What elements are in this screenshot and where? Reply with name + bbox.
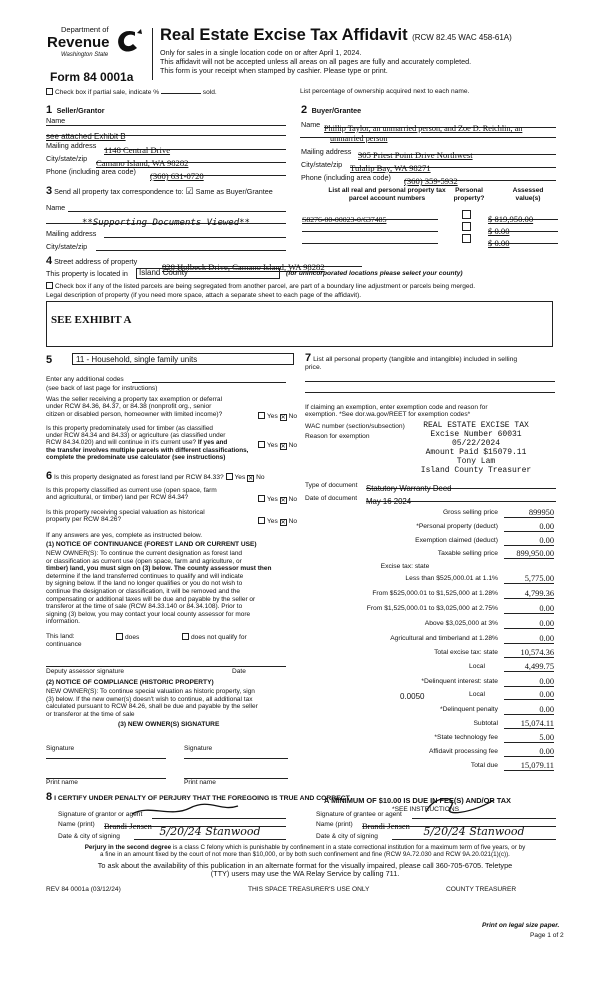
assessed-field[interactable] <box>488 209 558 224</box>
no-label: No <box>256 474 265 481</box>
no-label: No <box>288 442 298 449</box>
n2-line: NEW OWNER(S): To continue special valuation as historic property, sign <box>46 688 255 695</box>
grantor-date-value: 5/20/24 Stanwood <box>159 825 261 838</box>
page-number: Page 1 of 2 <box>530 932 564 939</box>
notice1-title: (1) NOTICE OF CONTINUANCE (FOREST LAND OR CURRENT USE) <box>46 541 257 548</box>
owner-sig-label-2: Signature <box>184 745 213 752</box>
segregated-label: Check box if any of the listed parcels are being segregated from another parcel, are part of a boundary line adjustment or parcels being merged. <box>55 283 476 290</box>
legal-description-value: SEE EXHIBIT A <box>51 314 132 326</box>
parcel-h4: property? <box>453 195 485 202</box>
sold-label: sold. <box>202 89 217 96</box>
buyer-phone-field[interactable] <box>404 171 556 186</box>
n1-line: NEW OWNER(S): To continue the current designation as forest land <box>46 550 243 557</box>
same-as-buyer-checkbox[interactable]: ☑ <box>185 186 194 196</box>
forest-q1-text: Is this property designated as forest land per RCW 84.33? <box>53 474 224 481</box>
tax-row-value[interactable]: 0.00 <box>504 536 554 546</box>
n1-line: by signing below. If the land no longer qualifies or you do not wish to <box>46 580 243 588</box>
assessed-field[interactable] <box>488 221 558 236</box>
doc-date-value: May 16 2024 <box>366 497 412 506</box>
yes-checkbox[interactable] <box>226 473 233 480</box>
n2-line: calculated pursuant to RCW 84.26, shall be due and payable by the seller <box>46 703 258 711</box>
corr-name-value: **Supporting Documents Viewed** <box>82 218 250 228</box>
tax-row-value[interactable]: 0.00 <box>504 604 554 614</box>
buyer-city-field[interactable] <box>350 158 556 173</box>
seller-phone-label: Phone (including area code) <box>46 167 136 176</box>
tax-row-value[interactable]: 4,499.75 <box>504 662 554 672</box>
owner-print-label-2: Print name <box>184 779 216 786</box>
tax-row-label: Local <box>469 663 485 670</box>
q2c: RCW 84.34.020) and will continue in it's current use? <box>46 439 197 447</box>
grantor-date-label: Date & city of signing <box>58 833 120 840</box>
section-num: 1 <box>46 104 53 116</box>
forest-q3 <box>46 509 258 524</box>
no-label: No <box>288 496 298 503</box>
legal-paper-note: Print on legal size paper. <box>482 922 560 929</box>
legal-description-box[interactable] <box>46 301 553 347</box>
owner-sig-label: Signature <box>46 745 75 752</box>
title-text: Real Estate Excise Tax Affidavit <box>160 26 408 44</box>
personal-property-heading <box>305 354 557 372</box>
timber-q <box>46 425 258 461</box>
buyer-mailing-value: 305 Priest Point Drive Northwest <box>358 150 473 160</box>
perjury-1: is a class C felony which is punishable by confinement in a state correctional institution for a maximum term of five years, or by <box>172 844 526 851</box>
forest-q2 <box>46 487 258 502</box>
parcel-h1: List all real and personal property tax <box>328 187 446 194</box>
tax-row-value[interactable]: 899950 <box>504 508 554 518</box>
q1b: under RCW 84.36, 84.37, or 84.38 (nonprofit org., senior <box>46 403 212 411</box>
tax-row-value[interactable]: 0.00 <box>504 690 554 700</box>
tax-row-label: *Delinquent interest: state <box>421 678 498 685</box>
stamp-l3: 05/22/2024 <box>451 439 500 448</box>
grantee-sig-label: Signature of grantee or agent <box>316 811 402 818</box>
seller-title: Seller/Grantor <box>56 106 105 115</box>
notice3-title: (3) NEW OWNER(S) SIGNATURE <box>118 721 220 728</box>
tax-row-value[interactable]: 4,799.36 <box>504 589 554 599</box>
tax-row-label: From $525,000.01 to $1,525,000 at 1.28% <box>372 590 498 597</box>
personal-header <box>444 187 494 203</box>
seller-city-field[interactable] <box>96 153 286 168</box>
tax-row-value[interactable]: 15,074.11 <box>504 719 554 729</box>
rev-label: REV 84 0001a (03/12/24) <box>46 886 121 893</box>
tax-row-value[interactable]: 0.00 <box>504 677 554 687</box>
exemption-yn <box>258 412 297 421</box>
tax-row-value[interactable]: 10,574.36 <box>504 648 554 658</box>
tax-row-value[interactable]: 0.00 <box>504 522 554 532</box>
buyer-mailing-field[interactable] <box>358 145 556 160</box>
tax-row-label: Subtotal <box>473 720 498 727</box>
section-num: 3 <box>46 185 53 197</box>
correspondence-heading <box>46 187 273 196</box>
timber-yn <box>258 441 297 450</box>
alt-1: To ask about the availability of this publication in an alternate format for the visually impaired, please call 360-705-6705. Teletype <box>97 861 513 870</box>
seller-city-label: City/state/zip <box>46 154 88 163</box>
corr-label: Send all property tax correspondence to: <box>54 187 184 196</box>
seller-mailing-field[interactable] <box>104 140 286 155</box>
grantor-date-field[interactable] <box>134 822 286 840</box>
no-checkbox-checked[interactable]: ✕ <box>280 444 286 450</box>
grantee-date-label: Date & city of signing <box>316 833 378 840</box>
grantee-name-label: Name (print) <box>316 821 353 828</box>
buyer-city-value: Tulalip Bay, WA 98271 <box>350 163 431 173</box>
perjury-note <box>40 844 570 858</box>
personal-checkbox[interactable] <box>462 234 471 243</box>
tax-row-label: Taxable selling price <box>437 550 498 557</box>
tax-row-label: Excise tax: state <box>380 563 430 570</box>
q2e: the transfer involves multiple parcels with different classifications, <box>46 446 249 454</box>
no-label: No <box>288 413 298 420</box>
assessed-value: $ 0.00 <box>488 238 510 248</box>
n1-line: continue the designation or classification, it will be removed and the <box>46 587 241 595</box>
owner-print-label: Print name <box>46 779 78 786</box>
tax-row-value[interactable]: 0.00 <box>504 705 554 715</box>
tax-row-label: Exemption claimed (deduct) <box>415 537 498 544</box>
dor-logo <box>45 26 145 70</box>
buyer-title: Buyer/Grantee <box>311 106 362 115</box>
does-not-label: does not qualify for <box>191 634 247 641</box>
buyer-name-field[interactable] <box>324 118 556 133</box>
street-row <box>46 257 137 266</box>
minimum-note: A MINIMUM OF $10.00 IS DUE IN FEE(S) AND/OR TAX <box>324 796 511 805</box>
personal-l2: price. <box>305 364 322 372</box>
q1c: citizen or disabled person, homeowner with limited income)? <box>46 410 223 418</box>
tax-row-label: Total excise tax: state <box>434 649 498 656</box>
tax-row-label: Affidavit processing fee <box>428 748 498 755</box>
street-address-value: 828 Holbeck Drive, Camano Island, WA 98282 <box>162 262 325 272</box>
form-number: Form 84 0001a <box>50 70 134 84</box>
parcel-h3: Personal <box>455 187 483 194</box>
doc-date-label: Date of document <box>305 495 358 502</box>
county-value: Island County <box>139 268 188 277</box>
perjury-2: a fine in an amount fixed by the court of not more than $10,000, or by both such confinement and fine (RCW 9A.72.030 and RCW 9A.20.021(1)(c)). <box>100 851 510 859</box>
grantee-date-value: 5/20/24 Stanwood <box>423 825 525 838</box>
parcel-row <box>302 233 558 248</box>
grantee-date-field[interactable] <box>392 822 556 840</box>
assessed-value: $ 0.00 <box>488 226 510 236</box>
exemption-l1: If claiming an exemption, enter exemption code and reason for <box>305 404 488 411</box>
certify-text: I CERTIFY UNDER PENALTY OF PERJURY THAT THE FOREGOING IS TRUE AND CORRECT <box>54 795 350 802</box>
q1a: Was the seller receiving a property tax exemption or deferral <box>46 396 223 403</box>
no-checkbox-checked[interactable]: ✕ <box>280 415 286 421</box>
seller-city-value: Camano Island, WA 98282 <box>96 158 189 168</box>
stamp-l6: Island County Treasurer <box>420 466 532 475</box>
forest-q2-yn <box>258 495 297 504</box>
local-rate: 0.0050 <box>400 692 425 701</box>
buyer-heading <box>301 100 361 118</box>
parcel-number-field[interactable] <box>302 233 438 244</box>
tax-row-value[interactable]: 5.00 <box>504 733 554 743</box>
does-not-option <box>182 633 247 641</box>
yes-checkbox[interactable] <box>258 517 265 524</box>
n1-line: timber) land, you must sign on (3) below. The county assessor must then <box>46 565 272 573</box>
grantor-sig-label: Signature of grantor or agent <box>58 811 143 818</box>
section-num: 8 <box>46 791 53 803</box>
stamp-l1: REAL ESTATE EXCISE TAX <box>423 421 529 430</box>
personal-l1: List all personal property (tangible and intangible) included in selling <box>313 356 518 363</box>
land-use-select[interactable] <box>72 353 294 365</box>
grantee-name-value: Brandi Jensen <box>362 821 410 831</box>
assessed-field[interactable] <box>488 233 558 248</box>
parcel-h6: value(s) <box>515 195 541 202</box>
see-back-label: (see back of last page for instructions) <box>46 385 158 392</box>
yes-label: Yes <box>267 518 278 525</box>
exemption-claim <box>305 404 557 419</box>
partial-sale-checkbox[interactable] <box>46 88 53 95</box>
tax-row-label: Agricultural and timberland at 1.28% <box>390 635 498 642</box>
section-num: 6 <box>46 470 53 482</box>
yes-label: Yes <box>267 496 278 503</box>
tax-row-value[interactable]: 5,775.00 <box>504 574 554 584</box>
n1-line: transferor at the time of sale (RCW 84.33.140 or 84.34.108). Prior to <box>46 603 243 611</box>
forest-q1 <box>46 470 265 482</box>
does-not-checkbox[interactable] <box>182 633 189 640</box>
exemption-q <box>46 396 258 418</box>
forest-q2a: Is this property classified as current use (open space, farm <box>46 487 217 494</box>
parcel-number-field[interactable] <box>302 209 438 224</box>
segregated-row <box>46 282 475 290</box>
dept-line1: Department of <box>61 25 109 34</box>
section-num: 4 <box>46 255 53 267</box>
yes-label: Yes <box>267 442 278 449</box>
seller-phone-value: (360) 631-0720 <box>150 171 204 181</box>
buyer-mailing-label: Mailing address <box>301 147 352 156</box>
alt-format-note <box>40 862 570 878</box>
seller-name-field[interactable] <box>46 126 286 141</box>
county-note: (for unincorporated locations please select your county) <box>286 270 463 277</box>
seller-phone-field[interactable] <box>150 166 286 181</box>
doc-type-field[interactable] <box>366 478 556 493</box>
forest-q3b: property per RCW 84.26? <box>46 516 122 524</box>
q2d: If yes and <box>197 439 228 447</box>
does-label: does <box>125 634 140 641</box>
tax-row-value[interactable]: 0.00 <box>504 634 554 644</box>
reason-label: Reason for exemption <box>305 433 370 440</box>
land-use-value: 11 - Household, single family units <box>76 355 198 364</box>
yes-checkbox[interactable] <box>258 441 265 448</box>
parcel-h5: Assessed <box>512 187 544 194</box>
additional-codes-label: Enter any additional codes <box>46 376 124 383</box>
rcw-text: (RCW 82.45 WAC 458-61A) <box>412 33 512 42</box>
seller-name-label: Name <box>46 116 66 125</box>
stamp-l5: Tony Lam <box>456 457 496 466</box>
if-yes-note: If any answers are yes, complete as instructed below. <box>46 532 203 539</box>
n1-line: or classification as current use (open space, farm and agriculture, or <box>46 557 242 565</box>
tax-row-label: Above $3,025,000 at 3% <box>424 620 498 627</box>
continuance-label: continuance <box>46 641 82 648</box>
yes-checkbox[interactable] <box>258 412 265 419</box>
street-address-field[interactable] <box>162 257 362 272</box>
form-title <box>160 26 512 45</box>
n1-line: compensating or additional taxes will be due and payable by the seller or <box>46 595 256 603</box>
located-label: This property is located in <box>46 269 128 278</box>
buyer-phone-value: (360) 359-5932 <box>404 176 458 186</box>
wac-label: WAC number (section/subsection) <box>305 423 405 430</box>
county-treasurer-label: COUNTY TREASURER <box>446 886 517 893</box>
tax-row-label: Less than $525,000.01 at 1.1% <box>405 575 498 582</box>
tax-row-label: Gross selling price <box>442 509 498 516</box>
tax-row-label: Local <box>469 691 485 698</box>
no-checkbox-checked[interactable]: ✕ <box>280 498 286 504</box>
no-checkbox-checked[interactable]: ✕ <box>280 520 286 526</box>
deputy-sig-label: Deputy assessor signature <box>46 668 125 675</box>
see-instructions: *SEE INSTRUCTIONS <box>392 806 460 813</box>
forest-q3a: Is this property receiving special valuation as historical <box>46 509 205 516</box>
segregated-checkbox[interactable] <box>46 282 53 289</box>
parcel-number-field[interactable] <box>302 221 438 232</box>
grantor-name-value: Brandi Jensen <box>104 821 152 831</box>
seller-mailing-value: 1148 Central Drive <box>104 145 171 155</box>
dept-line3: Washington State <box>61 52 109 58</box>
n1-line: signing (3) below, you may contact your local county assessor for more <box>46 610 251 618</box>
notice1-body <box>46 550 298 626</box>
partial-sale-row <box>46 88 217 96</box>
dor-swoosh-icon <box>113 28 143 54</box>
buyer-name-value1: Phillip Taylor, an unmarried person, and Zoe D. Reichlin, an <box>324 124 523 133</box>
yes-checkbox[interactable] <box>258 495 265 502</box>
this-land-label: This land: <box>46 633 75 640</box>
tax-row-label: From $1,525,000.01 to $3,025,000 at 2.75% <box>366 605 498 612</box>
treasurer-only-label: THIS SPACE TREASURER'S USE ONLY <box>248 886 370 893</box>
forest-q3-yn <box>258 517 297 526</box>
partial-sale-label: Check box if partial sale, indicate % <box>55 89 160 96</box>
tax-row-label: *Personal property (deduct) <box>416 523 498 530</box>
parcel-h2: parcel account numbers <box>348 195 426 202</box>
partial-percent-field[interactable] <box>161 93 201 94</box>
yes-label: Yes <box>267 413 278 420</box>
parcel-row <box>302 209 558 224</box>
tax-row-value[interactable]: 0.00 <box>504 619 554 629</box>
seller-name-value: see attached Exhibit B <box>46 132 126 141</box>
q2f: complete the predominate use calculator (see instructions) <box>46 453 226 461</box>
assessed-value: $ 819,950.00 <box>488 214 534 224</box>
n1-line: determine if the land transferred continues to qualify and will indicate <box>46 572 244 580</box>
county-select[interactable] <box>136 268 280 279</box>
doc-type-value: Statutory Warranty Deed <box>366 484 452 493</box>
exemption-l2: exemption. *See dor.wa.gov/REET for exemption codes* <box>305 411 471 419</box>
street-label: Street address of property <box>54 257 138 266</box>
tax-row-label: Total due <box>470 762 498 769</box>
q2b: under RCW 84.34 and 84.33) or agriculture (as classified under <box>46 432 226 440</box>
tax-row-label: *State technology fee <box>434 734 498 741</box>
personal-checkbox[interactable] <box>462 222 471 231</box>
n2-line: (3) below. If the new owner(s) doesn't wish to continue, all additional tax <box>46 695 253 703</box>
alt-2: (TTY) users may use the WA Relay Service by calling 711. <box>210 869 400 879</box>
does-option <box>116 633 139 641</box>
section-num: 7 <box>305 352 312 364</box>
buyer-phone-label: Phone (including area code) <box>301 173 391 182</box>
corr-name-field[interactable] <box>46 212 286 228</box>
buyer-name-value2: unmarried person <box>330 134 388 143</box>
legal-label: Legal description of property (if you need more space, attach a separate sheet to each page of the affidavit). <box>46 292 362 299</box>
assessed-header <box>500 187 556 203</box>
section-5-num: 5 <box>46 354 53 366</box>
buyer-name-label: Name <box>301 120 321 129</box>
buyer-city-label: City/state/zip <box>301 160 343 169</box>
buyer-name-field2[interactable] <box>300 128 556 143</box>
corr-city-label: City/state/zip <box>46 242 88 251</box>
n2-line: or transferor at the time of sale <box>46 710 135 718</box>
header-note3: This form is your receipt when stamped by cashier. Please type or print. <box>160 66 388 75</box>
tax-row-value[interactable]: 0.00 <box>504 747 554 757</box>
stamp-l2: Excise Number 60031 <box>430 430 522 439</box>
forest-q2b: and agricultural, or timber) land per RCW 84.34? <box>46 494 189 502</box>
parcel-number: S8276-00-00023-0/637485 <box>302 215 387 224</box>
tax-row-label: *Delinquent penalty <box>440 706 498 713</box>
tax-row-value[interactable]: 15,079.11 <box>504 761 554 771</box>
doc-date-field[interactable] <box>366 491 556 506</box>
parcel-row <box>302 221 558 236</box>
stamp-l4: Amount Paid $15079.11 <box>425 448 527 457</box>
yes-label: Yes <box>234 474 246 481</box>
personal-checkbox[interactable] <box>462 210 471 219</box>
deputy-date-label: Date <box>232 668 246 675</box>
q2a: Is this property predominately used for timber (as classified <box>46 425 213 432</box>
seller-mailing-label: Mailing address <box>46 141 97 150</box>
notice2-title: (2) NOTICE OF COMPLIANCE (HISTORIC PROPERTY) <box>46 679 214 686</box>
grantor-name-label: Name (print) <box>58 821 95 828</box>
same-as-buyer-label: Same as Buyer/Grantee <box>195 187 273 196</box>
header-note1: Only for sales in a single location code on or after April 1, 2024. <box>160 48 362 57</box>
no-checkbox-checked[interactable]: ✕ <box>248 476 254 482</box>
corr-mailing-label: Mailing address <box>46 229 97 238</box>
tax-row-value[interactable]: 899,950.00 <box>504 549 554 559</box>
corr-name-label: Name <box>46 203 66 212</box>
section-num: 2 <box>301 104 308 116</box>
dept-line2: Revenue <box>47 34 110 51</box>
n1-line: information. <box>46 618 80 626</box>
doc-type-label: Type of document <box>305 482 358 489</box>
notice2-body <box>46 688 298 718</box>
header-note2: This affidavit will not be accepted unless all areas on all pages are fully and accurately completed. <box>160 57 472 66</box>
treasurer-stamp <box>396 421 556 475</box>
ownership-note: List percentage of ownership acquired next to each name. <box>300 88 470 95</box>
perjury-bold: Perjury in the second degree <box>84 844 172 851</box>
does-checkbox[interactable] <box>116 633 123 640</box>
no-label: No <box>288 518 298 525</box>
